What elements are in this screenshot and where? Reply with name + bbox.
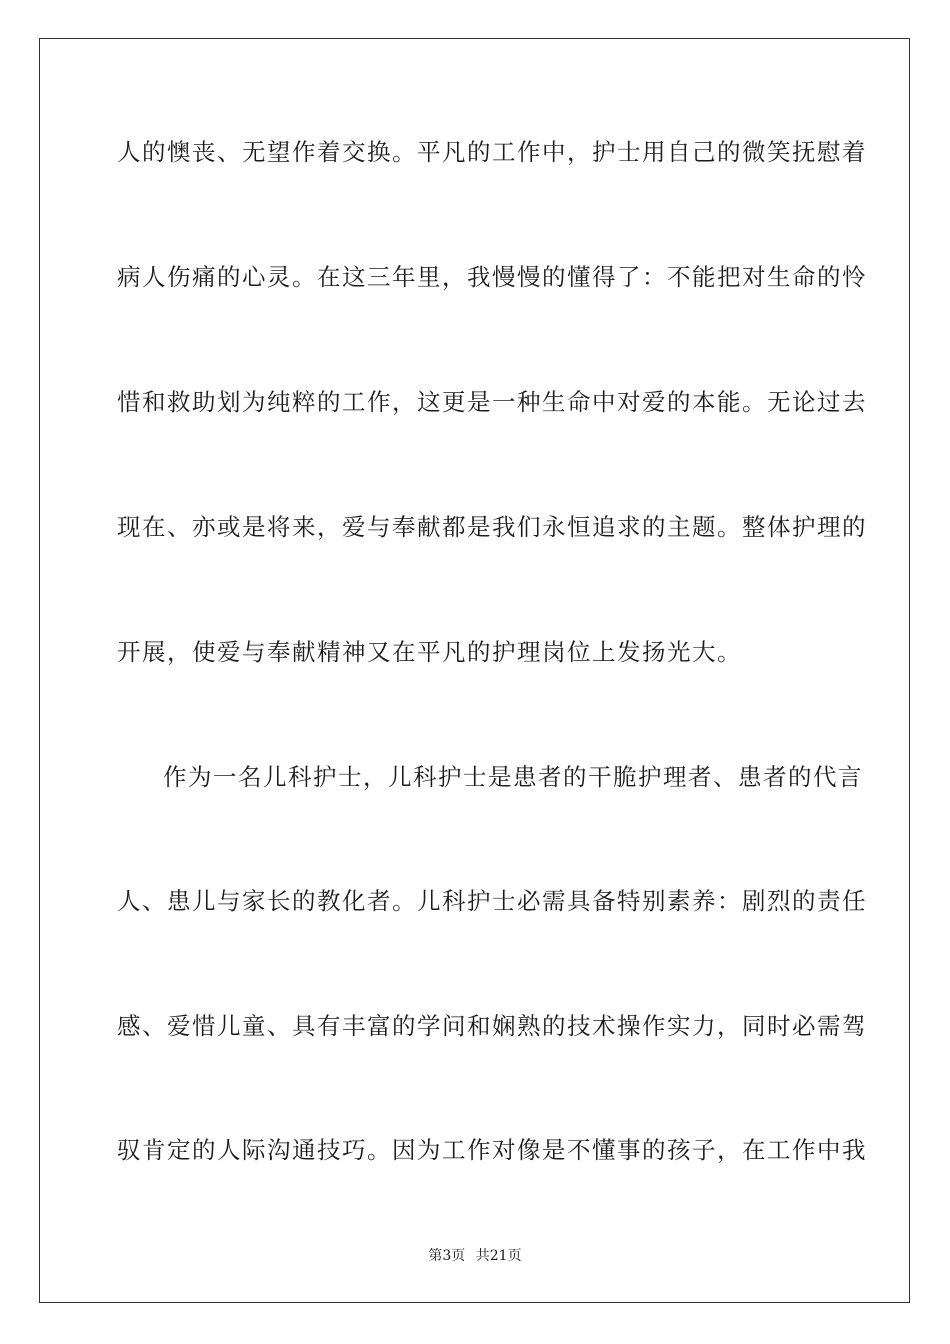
text-line: 驭肯定的人际沟通技巧。因为工作对像是不懂事的孩子，在工作中我	[117, 1136, 867, 1164]
paragraph-first-line: 作为一名儿科护士，儿科护士是患者的干脆护理者、患者的代言	[163, 763, 863, 791]
total-pages: 共21页	[475, 1248, 522, 1264]
page-number: 第3页	[428, 1248, 466, 1264]
text-line: 人的懊丧、无望作着交换。平凡的工作中，护士用自己的微笑抚慰着	[117, 138, 867, 166]
text-line: 人、患儿与家长的教化者。儿科护士必需具备特别素养：剧烈的责任	[117, 887, 867, 915]
text-line: 开展，使爱与奉献精神又在平凡的护理岗位上发扬光大。	[117, 638, 742, 666]
page-border	[39, 38, 910, 1303]
text-line: 惜和救助划为纯粹的工作，这更是一种生命中对爱的本能。无论过去	[117, 388, 867, 416]
text-line: 病人伤痛的心灵。在这三年里，我慢慢的懂得了：不能把对生命的怜	[117, 263, 867, 291]
text-line: 现在、亦或是将来，爱与奉献都是我们永恒追求的主题。整体护理的	[117, 513, 867, 541]
text-line: 感、爱惜儿童、具有丰富的学问和娴熟的技术操作实力，同时必需驾	[117, 1012, 867, 1040]
page-footer	[0, 1247, 950, 1265]
